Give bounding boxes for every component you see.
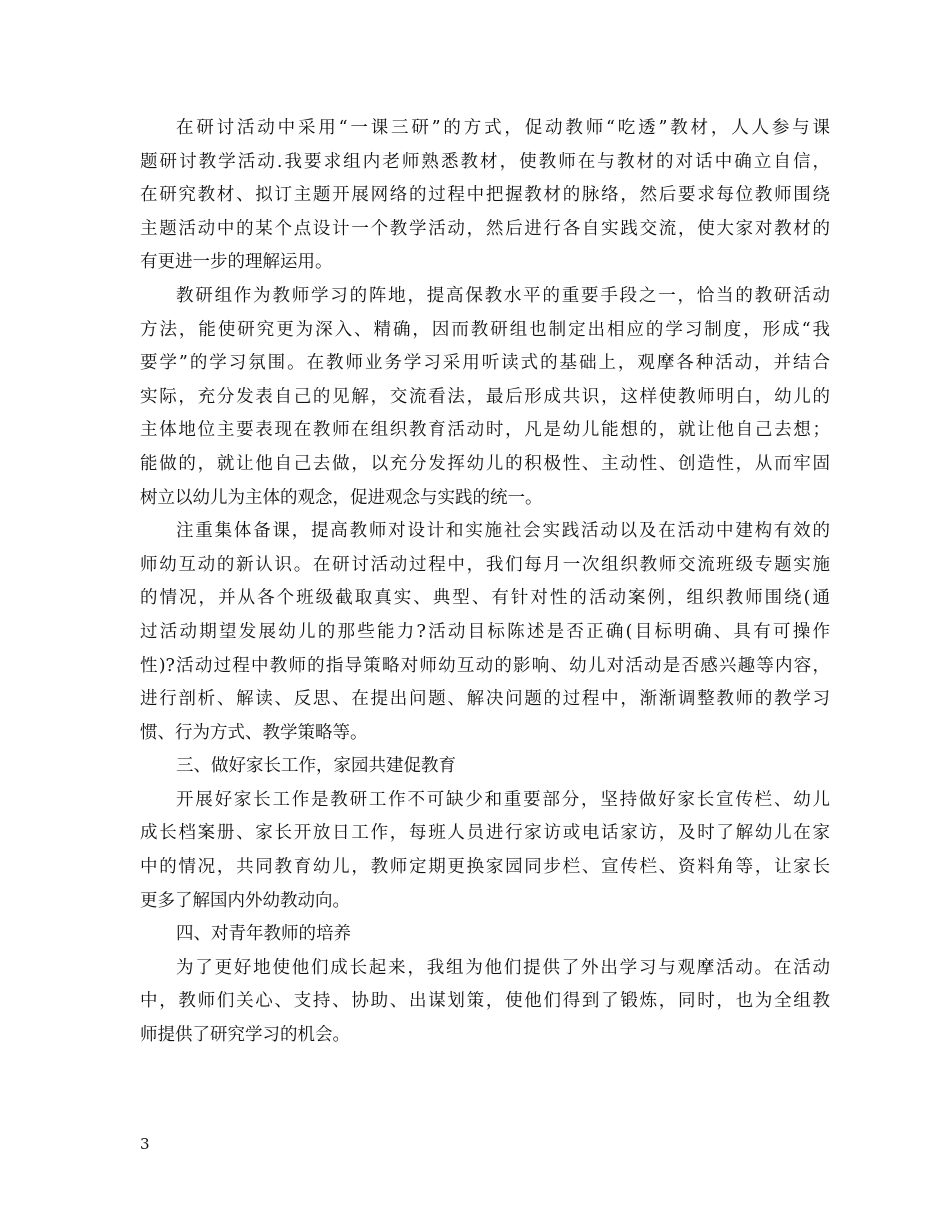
- paragraph-first-line: 在研讨活动中采用“一课三研”的方式，促动教师“吃透”教材，人人参与课: [176, 118, 830, 138]
- paragraph-line: 师提供了研究学习的机会。: [140, 1025, 350, 1046]
- paragraph-first-line: 注重集体备课，提高教师对设计和实施社会实践活动以及在活动中建构有效的: [176, 521, 830, 542]
- paragraph-line: 进行剖析、解读、反思、在提出问题、解决问题的过程中，渐渐调整教师的教学习: [140, 689, 830, 710]
- paragraph-line: 有更进一步的理解运用。: [140, 252, 333, 273]
- paragraph-line: 性)?活动过程中教师的指导策略对师幼互动的影响、幼儿对活动是否感兴趣等内容，: [140, 655, 830, 676]
- paragraph-first-line: 开展好家长工作是教研工作不可缺少和重要部分，坚持做好家长宣传栏、幼儿: [176, 789, 830, 810]
- paragraph-first-line: 教研组作为教师学习的阵地，提高保教水平的重要手段之一，恰当的教研活动: [176, 285, 830, 306]
- paragraph-line: 成长档案册、家长开放日工作，每班人员进行家访或电话家访，及时了解幼儿在家: [140, 823, 830, 844]
- paragraph-line: 过活动期望发展幼儿的那些能力?活动目标陈述是否正确(目标明确、具有可操作: [140, 621, 830, 642]
- paragraph-line: 要学”的学习氛围。在教师业务学习采用听读式的基础上，观摩各种活动，并结合: [140, 353, 830, 374]
- paragraph-line: 实际，充分发表自己的见解，交流看法，最后形成共识，这样使教师明白，幼儿的: [140, 386, 830, 407]
- paragraph-line: 方法，能使研究更为深入、精确，因而教研组也制定出相应的学习制度，形成“我: [140, 319, 830, 340]
- paragraph-line: 在研究教材、拟订主题开展网络的过程中把握教材的脉络，然后要求每位教师围绕: [140, 185, 830, 206]
- paragraph-line: 主题活动中的某个点设计一个教学活动，然后进行各自实践交流，使大家对教材的: [140, 218, 830, 239]
- paragraph-line: 中，教师们关心、支持、协助、出谋划策，使他们得到了锻炼，同时，也为全组教: [140, 991, 830, 1012]
- paragraph-line: 的情况，并从各个班级截取真实、典型、有针对性的活动案例，组织教师围绕(通: [140, 588, 830, 609]
- paragraph-first-line: 为了更好地使他们成长起来，我组为他们提供了外出学习与观摩活动。在活动: [176, 957, 830, 978]
- paragraph-line: 树立以幼儿为主体的观念，促进观念与实践的统一。: [140, 487, 543, 508]
- paragraph-first-line: 三、做好家长工作，家园共建促教育: [176, 756, 456, 777]
- paragraph-line: 师幼互动的新认识。在研讨活动过程中，我们每月一次组织教师交流班级专题实施: [140, 554, 830, 575]
- paragraph-line: 更多了解国内外幼教动向。: [140, 890, 350, 911]
- paragraph-line: 主体地位主要表现在教师在组织教育活动时，凡是幼儿能想的，就让他自己去想；: [140, 420, 830, 441]
- paragraph-first-line: 四、对青年教师的培养: [176, 924, 351, 945]
- document-body: [140, 112, 830, 1053]
- paragraph-line: 能做的，就让他自己去做，以充分发挥幼儿的积极性、主动性、创造性，从而牢固: [140, 453, 830, 474]
- page-number: 3: [140, 1135, 150, 1153]
- paragraph-line: 题研讨教学活动.我要求组内老师熟悉教材，使教师在与教材的对话中确立自信，: [140, 151, 830, 172]
- paragraph-line: 惯、行为方式、教学策略等。: [140, 722, 368, 743]
- paragraph-line: 中的情况，共同教育幼儿，教师定期更换家园同步栏、宣传栏、资料角等，让家长: [140, 857, 830, 878]
